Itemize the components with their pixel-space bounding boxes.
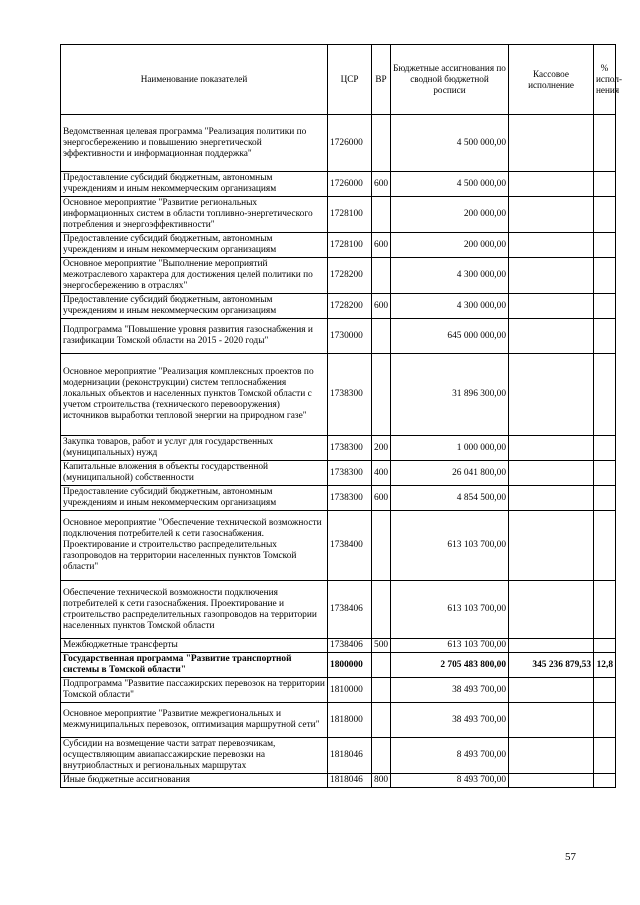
row-csr-cell: 1818046 bbox=[328, 738, 372, 774]
row-cash-cell bbox=[509, 678, 594, 703]
row-pct-cell bbox=[594, 461, 616, 486]
row-pct-cell: 12,8 bbox=[594, 653, 616, 678]
row-csr-cell: 1738300 bbox=[328, 436, 372, 461]
row-vr-cell: 500 bbox=[372, 639, 391, 653]
row-cash-cell bbox=[509, 258, 594, 294]
row-pct-cell bbox=[594, 319, 616, 354]
row-budget-cell: 31 896 300,00 bbox=[391, 354, 509, 436]
row-name-cell: Основное мероприятие "Реализация комплексных проектов по модернизации (реконструкции) систем теплоснабжения локальных объектов и населенных пунктов Томской области с учетом строительства (технического перевооружения) источников выработки тепловой энергии на природном газе" bbox=[61, 354, 328, 436]
row-csr-cell: 1730000 bbox=[328, 319, 372, 354]
row-csr-cell: 1728200 bbox=[328, 294, 372, 319]
row-budget-cell: 1 000 000,00 bbox=[391, 436, 509, 461]
row-budget-cell: 4 500 000,00 bbox=[391, 115, 509, 172]
row-vr-cell bbox=[372, 258, 391, 294]
header-csr: ЦСР bbox=[328, 45, 372, 115]
row-pct-cell bbox=[594, 354, 616, 436]
row-vr-cell: 200 bbox=[372, 436, 391, 461]
row-vr-cell: 600 bbox=[372, 294, 391, 319]
row-name-cell: Предоставление субсидий бюджетным, автономным учреждениям и иным некоммерческим организациям bbox=[61, 294, 328, 319]
row-vr-cell: 400 bbox=[372, 461, 391, 486]
table-row bbox=[61, 738, 616, 774]
row-budget-cell: 38 493 700,00 bbox=[391, 703, 509, 738]
row-cash-cell: 345 236 879,53 bbox=[509, 653, 594, 678]
row-csr-cell: 1738406 bbox=[328, 639, 372, 653]
row-name-cell: Подпрограмма "Повышение уровня развития газоснабжения и газификации Томской области на 2015 - 2020 годы" bbox=[61, 319, 328, 354]
row-pct-cell bbox=[594, 486, 616, 511]
row-budget-cell: 613 103 700,00 bbox=[391, 511, 509, 581]
row-pct-cell bbox=[594, 703, 616, 738]
row-pct-cell bbox=[594, 197, 616, 233]
row-cash-cell bbox=[509, 294, 594, 319]
row-csr-cell: 1818000 bbox=[328, 703, 372, 738]
row-vr-cell: 600 bbox=[372, 486, 391, 511]
row-budget-cell: 8 493 700,00 bbox=[391, 774, 509, 788]
row-pct-cell bbox=[594, 294, 616, 319]
row-pct-cell bbox=[594, 511, 616, 581]
table-row bbox=[61, 678, 616, 703]
row-csr-cell: 1818046 bbox=[328, 774, 372, 788]
table-row bbox=[61, 639, 616, 653]
header-cash: Кассовое исполнение bbox=[509, 45, 594, 115]
row-name-cell: Подпрограмма "Развитие пассажирских перевозок на территории Томской области" bbox=[61, 678, 328, 703]
row-vr-cell: 600 bbox=[372, 172, 391, 197]
table-row bbox=[61, 294, 616, 319]
row-name-cell: Основное мероприятие "Выполнение мероприятий межотраслевого характера для достижения целей политики по энергосбережению в отраслях" bbox=[61, 258, 328, 294]
row-csr-cell: 1726000 bbox=[328, 115, 372, 172]
row-budget-cell: 38 493 700,00 bbox=[391, 678, 509, 703]
table-row bbox=[61, 581, 616, 639]
row-cash-cell bbox=[509, 581, 594, 639]
table-row bbox=[61, 258, 616, 294]
row-pct-cell bbox=[594, 115, 616, 172]
row-name-cell: Субсидии на возмещение части затрат перевозчикам, осуществляющим авиапассажирские перевозки на внутриобластных и региональных маршрутах bbox=[61, 738, 328, 774]
row-budget-cell: 200 000,00 bbox=[391, 233, 509, 258]
row-csr-cell: 1738300 bbox=[328, 354, 372, 436]
header-pct: % испол- нения bbox=[594, 45, 616, 115]
row-pct-cell bbox=[594, 738, 616, 774]
row-pct-cell bbox=[594, 581, 616, 639]
row-cash-cell bbox=[509, 115, 594, 172]
row-csr-cell: 1738300 bbox=[328, 461, 372, 486]
row-vr-cell bbox=[372, 581, 391, 639]
row-cash-cell bbox=[509, 319, 594, 354]
row-name-cell: Межбюджетные трансферты bbox=[61, 639, 328, 653]
row-budget-cell: 4 300 000,00 bbox=[391, 258, 509, 294]
row-budget-cell: 200 000,00 bbox=[391, 197, 509, 233]
row-vr-cell bbox=[372, 354, 391, 436]
row-budget-cell: 613 103 700,00 bbox=[391, 581, 509, 639]
row-pct-cell bbox=[594, 639, 616, 653]
row-name-cell: Капитальные вложения в объекты государственной (муниципальной) собственности bbox=[61, 461, 328, 486]
row-cash-cell bbox=[509, 639, 594, 653]
row-cash-cell bbox=[509, 461, 594, 486]
row-vr-cell bbox=[372, 738, 391, 774]
row-budget-cell: 4 300 000,00 bbox=[391, 294, 509, 319]
row-csr-cell: 1728100 bbox=[328, 197, 372, 233]
row-cash-cell bbox=[509, 738, 594, 774]
table-row bbox=[61, 319, 616, 354]
row-vr-cell bbox=[372, 115, 391, 172]
row-csr-cell: 1800000 bbox=[328, 653, 372, 678]
row-cash-cell bbox=[509, 233, 594, 258]
row-cash-cell bbox=[509, 172, 594, 197]
table-row bbox=[61, 197, 616, 233]
table-row bbox=[61, 486, 616, 511]
row-csr-cell: 1738300 bbox=[328, 486, 372, 511]
row-name-cell: Ведомственная целевая программа "Реализация политики по энергосбережению и повышению энергетической эффективности и информационная поддержка" bbox=[61, 115, 328, 172]
row-vr-cell bbox=[372, 511, 391, 581]
row-name-cell: Государственная программа "Развитие транспортной системы в Томской области" bbox=[61, 653, 328, 678]
row-name-cell: Основное мероприятие "Развитие межрегиональных и межмуниципальных перевозок, оптимизация маршрутной сети" bbox=[61, 703, 328, 738]
row-csr-cell: 1728100 bbox=[328, 233, 372, 258]
table-row bbox=[61, 233, 616, 258]
table-row bbox=[61, 703, 616, 738]
row-csr-cell: 1810000 bbox=[328, 678, 372, 703]
table-row bbox=[61, 653, 616, 678]
row-budget-cell: 645 000 000,00 bbox=[391, 319, 509, 354]
row-budget-cell: 4 854 500,00 bbox=[391, 486, 509, 511]
row-name-cell: Предоставление субсидий бюджетным, автономным учреждениям и иным некоммерческим организациям bbox=[61, 233, 328, 258]
row-cash-cell bbox=[509, 436, 594, 461]
row-cash-cell bbox=[509, 703, 594, 738]
row-vr-cell bbox=[372, 197, 391, 233]
header-vr: ВР bbox=[372, 45, 391, 115]
row-csr-cell: 1738400 bbox=[328, 511, 372, 581]
row-pct-cell bbox=[594, 774, 616, 788]
table-row bbox=[61, 774, 616, 788]
row-vr-cell bbox=[372, 678, 391, 703]
table-row bbox=[61, 172, 616, 197]
row-pct-cell bbox=[594, 436, 616, 461]
row-budget-cell: 4 500 000,00 bbox=[391, 172, 509, 197]
row-vr-cell: 600 bbox=[372, 233, 391, 258]
table-row bbox=[61, 115, 616, 172]
row-name-cell: Иные бюджетные ассигнования bbox=[61, 774, 328, 788]
row-cash-cell bbox=[509, 197, 594, 233]
row-pct-cell bbox=[594, 172, 616, 197]
row-budget-cell: 613 103 700,00 bbox=[391, 639, 509, 653]
header-name: Наименование показателей bbox=[61, 45, 328, 115]
row-pct-cell bbox=[594, 258, 616, 294]
row-csr-cell: 1726000 bbox=[328, 172, 372, 197]
row-vr-cell bbox=[372, 703, 391, 738]
row-name-cell: Предоставление субсидий бюджетным, автономным учреждениям и иным некоммерческим организациям bbox=[61, 172, 328, 197]
table-row bbox=[61, 354, 616, 436]
row-pct-cell bbox=[594, 678, 616, 703]
row-budget-cell: 26 041 800,00 bbox=[391, 461, 509, 486]
row-budget-cell: 8 493 700,00 bbox=[391, 738, 509, 774]
budget-table bbox=[60, 44, 623, 788]
row-budget-cell: 2 705 483 800,00 bbox=[391, 653, 509, 678]
row-name-cell: Основное мероприятие "Развитие региональных информационных систем в области топливно-энергетического потребления и энергоэффективности" bbox=[61, 197, 328, 233]
table-body bbox=[61, 115, 616, 788]
row-csr-cell: 1728200 bbox=[328, 258, 372, 294]
row-vr-cell: 800 bbox=[372, 774, 391, 788]
table-header-row bbox=[61, 45, 616, 115]
row-cash-cell bbox=[509, 486, 594, 511]
row-vr-cell bbox=[372, 653, 391, 678]
page-number: 57 bbox=[565, 851, 576, 863]
row-cash-cell bbox=[509, 774, 594, 788]
row-cash-cell bbox=[509, 354, 594, 436]
table-row bbox=[61, 461, 616, 486]
row-name-cell: Обеспечение технической возможности подключения потребителей к сети газоснабжения. Проектирование и строительство распределительных газопроводов на территории населенных пунктов Томской области bbox=[61, 581, 328, 639]
row-name-cell: Основное мероприятие "Обеспечение технической возможности подключения потребителей к сети газоснабжения. Проектирование и строительство распределительных газопроводов на территории населенных пунктов Томской области" bbox=[61, 511, 328, 581]
header-budget: Бюджетные ассигнования по сводной бюджетной росписи bbox=[391, 45, 509, 115]
table-row bbox=[61, 436, 616, 461]
row-name-cell: Предоставление субсидий бюджетным, автономным учреждениям и иным некоммерческим организациям bbox=[61, 486, 328, 511]
row-vr-cell bbox=[372, 319, 391, 354]
table-row bbox=[61, 511, 616, 581]
row-pct-cell bbox=[594, 233, 616, 258]
row-csr-cell: 1738406 bbox=[328, 581, 372, 639]
row-cash-cell bbox=[509, 511, 594, 581]
row-name-cell: Закупка товаров, работ и услуг для государственных (муниципальных) нужд bbox=[61, 436, 328, 461]
